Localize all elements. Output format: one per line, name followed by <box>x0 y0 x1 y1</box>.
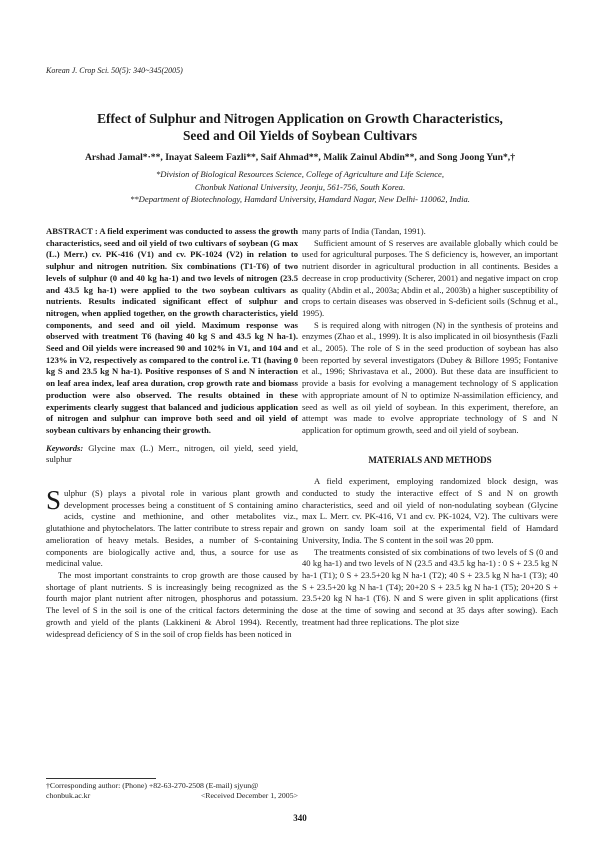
footnote-line-1: †Corresponding author: (Phone) +82-63-270-2508 (E-mail) sjyun@ <box>46 781 259 790</box>
intro-paragraph-1 <box>46 485 298 570</box>
intro-paragraph-1-text: ulphur (S) plays a pivotal role in various plant growth and development processes being a constituent of S containing amino acids, cystine and methionine, and other metabolites viz., glutathione and phytochelators. The latter contribute to stress repair and amelioration of heavy metals. Besides, a number of S-containing components are biologically active and, thus, a source for use as medicinal value. <box>46 488 298 569</box>
title-line-2: Seed and Oil Yields of Soybean Cultivars <box>182 128 418 143</box>
right-paragraph-0: many parts of India (Tandan, 1991). <box>302 226 426 236</box>
footnote-email-cont: chonbuk.ac.kr <box>46 791 91 800</box>
section-heading: MATERIALS AND METHODS <box>368 454 492 465</box>
methods-paragraph-1: A field experiment, employing randomized block design, was conducted to study the interactive effect of S and N on growth characteristics, seed and oil yield of non-nodulating soybean (Glycine max L. Merr. cv. PK-416, V1 and cv. PK-1024, V2). The cultivars were grown on sandy loam soil at the experimental field of Hamdard University, India. The S content in the soil was 20 ppm. <box>302 476 558 545</box>
article-title <box>40 110 560 144</box>
abstract: ABSTRACT : A field experiment was conducted to assess the growth characteristics, seed and oil yield of two cultivars of soybean (G max (L.) Merr.) cv. PK-416 (V1) and cv. PK-1024 (V2) in relation to sulphur and nitrogen nutrition. Six combinations (T1-T6) of two levels of sulphur (0 and 40 kg ha-1) and two levels of nitrogen (23.5 and 43.5 kg ha-1) were applied to the two soybean cultivars as nutrients. Results indicated significant effect of sulphur and nitrogen, when applied together, on the growth characteristics, yield components, and seed and oil yield. Maximum response was observed with treatment T6 (having 40 kg S and 43.5 kg N ha-1). Seed and Oil yields were increased 90 and 102% in V1, and 104 and 123% in V2, respectively as compared to the control i.e. T1 (having 0 kg S and 23.5 kg N ha-1). Positive responses of S and N interaction on leaf area index, leaf area duration, crop growth rate and biomass production were also observed. The results obtained in these experiments clearly suggest that balanced and judicious application of nitrogen and sulphur can improve both seed and oil yield of soybean cultivars by enhancing their growth. <box>46 226 298 435</box>
page-number: 340 <box>293 813 307 823</box>
affiliation-1: *Division of Biological Resources Science, College of Agriculture and Life Science, <box>156 169 444 179</box>
left-column <box>46 226 298 640</box>
right-column <box>302 226 558 629</box>
received-date: <Received December 1, 2005> <box>200 791 298 800</box>
right-paragraph-2: S is required along with nitrogen (N) in the synthesis of proteins and enzymes (Zhao et al., 1999). It is also implicated in oil biosynthesis (Fazli et al., 2005). The role of S in the seed production of soybean has also been reported by several investigators (Dubey & Billore 1995; Fontanive et al., 1996; Shrivastava et al., 2000). But these data are insufficient to provide a basis for evolving a management technology of S application with appropriate amount of N to optimize N-assimilation efficiency, and seed as well as oil yield of soybean. In this experiment, therefore, an attempt was made to evolve appropriate technology of S and N application for optimum growth, seed and oil yield of soybean. <box>302 319 558 435</box>
footnote-divider <box>46 778 156 779</box>
footnote-line-2 <box>46 791 298 801</box>
right-paragraph-1: Sufficient amount of S reserves are available globally which could be used for agricultural purposes. The S deficiency is, however, an important nutrient disorder in agricultural production in all continents. Besides a decrease in crop productivity (Scherer, 2001) and negative impact on crop quality (Abdin et al., 2003a; Abdin et al., 2003b) a higher susceptibility of crops to certain diseases was observed in S-deficient soils (Schnug et al., 1995). <box>302 237 558 318</box>
drop-cap: S <box>46 485 62 516</box>
affiliation-2: Chonbuk National University, Jeonju, 561-756, South Korea. <box>194 181 406 192</box>
journal-reference: Korean J. Crop Sci. 50(5): 340~345(2005) <box>46 66 183 75</box>
affiliation-3: **Department of Biotechnology, Hamdard University, Hamdard Nagar, New Delhi- 110062, India. <box>130 194 470 204</box>
title-line-1: Effect of Sulphur and Nitrogen Application on Growth Characteristics, <box>97 111 503 126</box>
intro-paragraph-2: The most important constraints to crop growth are those caused by shortage of plant nutrients. S is increasingly being recognized as the fourth major plant nutrient after nitrogen, phosphorus and potassium. The level of S in the soil is one of the critical factors determining the growth and yield of the plants (Lakkineni & Abrol 1994). Recently, widespread deficiency of S in the soil of crop fields has been noticed in <box>46 569 298 639</box>
affiliations <box>40 168 560 206</box>
keywords-label: Keywords: <box>46 442 84 453</box>
keywords-text: Glycine max (L.) Merr., nitrogen, oil yield, seed yield, sulphur <box>46 442 298 465</box>
methods-paragraph-2: The treatments consisted of six combinations of two levels of S (0 and 40 kg ha-1) and two levels of N (23.5 and 43.5 kg ha-1) : 0 S + 23.5 kg N ha-1 (T1); 0 S + 23.5+20 kg N ha-1 (T2); 40 S + 23.5 kg N ha-1 (T3); 40 S + 23.5+20 kg N ha-1 (T4); 20+20 S + 23.5 kg N ha-1 (T5); 20+20 S + 23.5+20 kg N ha-1 (T6). N and S were given in split applications (first dose at the time of sowing and second at 35 days after sowing). Each treatment had three replications. The plot size <box>302 546 558 627</box>
footnote <box>46 781 298 801</box>
keywords <box>46 443 298 466</box>
author-list: Arshad Jamal*·**, Inayat Saleem Fazli**, Saif Ahmad**, Malik Zainul Abdin**, and Song Joong Yun*,† <box>84 152 516 163</box>
